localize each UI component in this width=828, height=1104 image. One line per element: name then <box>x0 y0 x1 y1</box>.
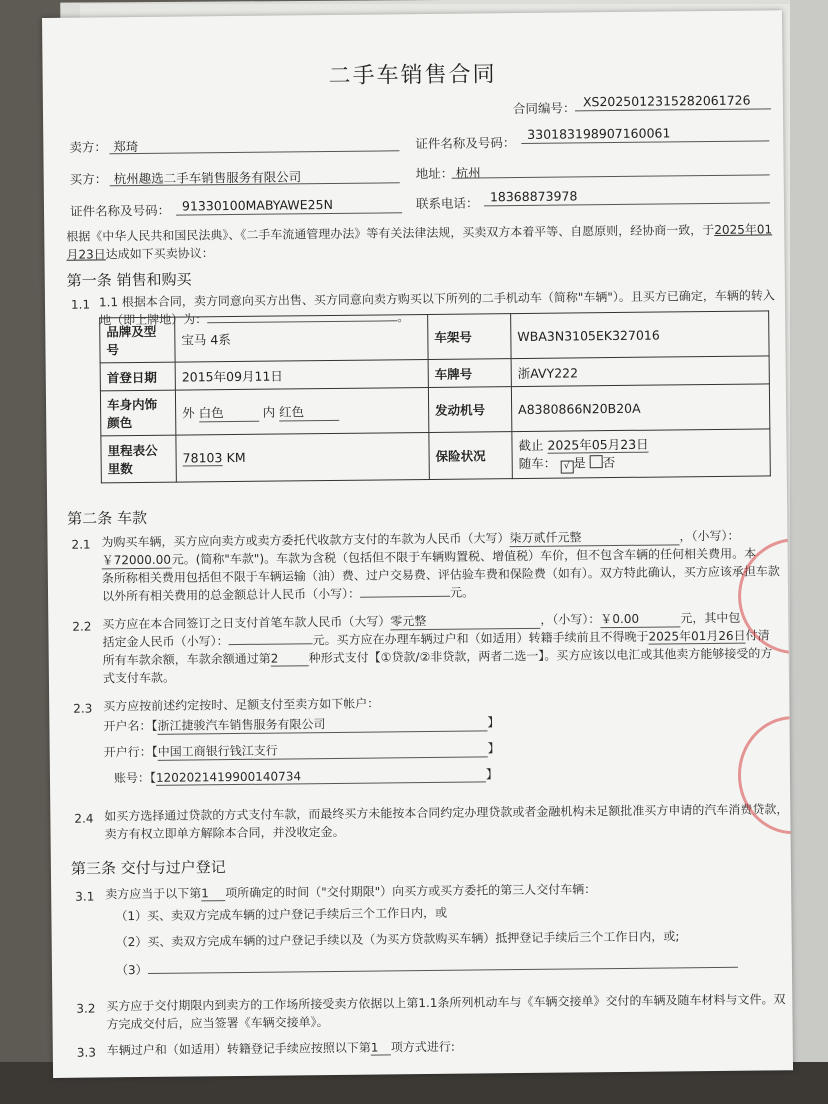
clause-2-1-line-1: 为购买车辆，买方应向卖方或卖方委托代收款方支付的车款为人民币（大写）柒万贰仟元整 ，（小写）： <box>101 528 740 550</box>
clause-2-2-line-3: 所有车款余额，车款余额通过第2 种形式支付【①贷款/②非贷款，两者二选一】。买方应该以电汇或其他卖方能够接受的方 <box>102 646 773 668</box>
phone: 18368873978 <box>489 188 578 205</box>
checkbox-empty-icon <box>590 455 603 468</box>
clause-2-1-line-3: 条所称相关费用包括但不限于车辆运输（油）费、过户交易费、评估验车费和保险费（如有）。双方特此确认，买方应该承担车款 <box>101 564 780 586</box>
clause-1-1-number: 1.1 <box>70 297 91 312</box>
clause-3-2-line-2: 方完成交付后，应当签署《车辆交接单》。 <box>106 1015 329 1032</box>
vehicle-info-table <box>99 310 771 483</box>
seller-id: 330183198907160061 <box>527 125 671 142</box>
clause-1-1-line-2: 地（即上牌地）为： 。 <box>99 310 410 328</box>
address-label: 地址： <box>415 165 454 182</box>
plate-value: 浙AVY222 <box>511 356 769 387</box>
buyer-name: 杭州趣选二手车销售服务有限公司 <box>113 169 302 187</box>
insurance-label: 保险状况 <box>429 432 512 480</box>
clause-2-4-line-1: 如买方选择通过贷款的方式支付车款，而最终买方未能按本合同约定办理贷款或者金融机构未足额批准买方申请的汽车消费贷款， <box>104 802 789 824</box>
buyer-label: 买方： <box>69 171 108 187</box>
mileage-label: 里程表公里数 <box>101 435 176 483</box>
section-3-title: 第三条 交付与过户登记 <box>70 858 226 878</box>
clause-2-2-number: 2.2 <box>72 619 92 634</box>
account-number-row: 账号：【1202021419900140734 】 <box>113 767 499 786</box>
clause-2-3-line-1: 买方应按前述约定按时、足额支付至卖方如下帐户： <box>103 696 380 714</box>
section-1-title: 第一条 销售和购买 <box>66 270 192 290</box>
buyer-id-label: 证件名称及号码： <box>69 202 171 219</box>
buyer-id: 91330100MABYAWE25N <box>181 196 333 214</box>
clause-3-3-line-1: 车辆过户和（如适用）转籍登记手续应按照以下第1 项方式进行: <box>106 1039 455 1058</box>
clause-2-3-number: 2.3 <box>73 701 93 716</box>
clause-3-2-number: 3.2 <box>76 1001 96 1016</box>
clause-2-4-line-2: 卖方有权立即单方解除本合同，并没收定金。 <box>104 824 345 842</box>
clause-3-2-line-1: 买方应于交付期限内到卖方的工作场所接受卖方依据以上第1.1条所列机动车与《车辆交接单》交付的车辆及随车材料与文件。双 <box>106 992 786 1014</box>
address: 杭州 <box>455 165 481 181</box>
clause-3-1-option-3: （3） <box>116 955 738 979</box>
color-label: 车身内饰颜色 <box>100 390 175 436</box>
clause-2-1-number: 2.1 <box>71 537 91 552</box>
insurance-value: 截止 2025年05月23日 随车： √ 是 否 <box>512 429 770 479</box>
seller-label: 卖方： <box>69 139 107 155</box>
clause-3-1-line-1: 卖方应当于以下第1 项所确定的时间（"交付期限"）向买方或买方委托的第三人交付车辆： <box>105 882 597 902</box>
account-bank-row: 开户行：【中国工商银行钱江支行 】 <box>103 741 500 760</box>
section-2-title: 第二条 车款 <box>67 508 148 528</box>
clause-2-4-number: 2.4 <box>74 811 94 826</box>
document-title: 二手车销售合同 <box>328 62 497 90</box>
brand-label: 品牌及型号 <box>100 317 175 363</box>
mileage-value: 78103 KM <box>176 432 429 482</box>
clause-3-3-number: 3.3 <box>76 1045 97 1060</box>
account-name-row: 开户名：【浙江捷骏汽车销售服务有限公司 】 <box>103 715 500 734</box>
color-value: 外 白色 内 红色 <box>175 387 428 435</box>
vin-value: WBA3N3105EK327016 <box>511 311 769 359</box>
seller-name: 郑琦 <box>113 138 139 155</box>
engine-label: 发动机号 <box>428 387 511 433</box>
seller-id-label: 证件名称及号码： <box>415 135 516 152</box>
preamble-line-1: 根据《中华人民共和国民法典》、《二手车流通管理办法》等有关法律法规，买卖双方本着平等、自愿原则，经协商一致，于2025年01 <box>66 222 773 244</box>
contract-page <box>42 10 793 1078</box>
vin-label: 车架号 <box>428 314 511 360</box>
clause-2-2-line-4: 式支付车款。 <box>102 670 176 686</box>
clause-2-2-line-2: 括定金人民币（小写）： 元。买方应在办理车辆过户和（如适用）转籍手续前且不得晚于2025年01月26日付清 <box>102 628 770 650</box>
clause-3-1-number: 3.1 <box>75 889 95 904</box>
engine-value: A8380866N20B20A <box>511 384 769 432</box>
clause-2-1-line-2: ￥72000.00元。(简称"车款")。车款为含税（包括但不限于车辆购置税、增值税）车价，但不包含车辆的任何相关费用。本 <box>101 546 757 568</box>
preamble-line-2: 月23日达成如下买卖协议： <box>66 246 214 262</box>
reg-date-label: 首登日期 <box>100 362 175 391</box>
clause-2-2-line-1: 买方应在本合同签订之日支付首笔车款人民币（大写）零元整 ，（小写）：￥0.00 元，其中包 <box>102 610 741 632</box>
checkbox-checked-icon: √ <box>560 460 573 473</box>
reg-date-value: 2015年09月11日 <box>175 359 428 390</box>
right-page-edge <box>790 0 828 1104</box>
clause-1-1-line-1: 1.1 根据本合同，卖方同意向买方出售、买方同意向卖方购买以下所列的二手机动车（简称"车辆"）。且买方已确定，车辆的转入 <box>98 288 775 310</box>
brand-value: 宝马 4系 <box>175 314 428 362</box>
phone-label: 联系电话： <box>415 195 479 212</box>
clause-2-1-line-4: 以外所有相关费用的总金额总计人民币（小写）： 元。 <box>101 585 475 604</box>
plate-label: 车牌号 <box>428 359 511 388</box>
contract-no: XS2025012315282061726 <box>582 92 751 110</box>
contract-no-label: 合同编号： <box>512 100 576 117</box>
clause-3-1-option-2: （2）买、卖双方完成车辆的过户登记手续以及（为买方贷款购买车辆）抵押登记手续后三个工作日内，或; <box>115 929 680 950</box>
clause-3-1-option-1: （1）买、卖双方完成车辆的过户登记手续后三个工作日内，或 <box>115 905 448 924</box>
